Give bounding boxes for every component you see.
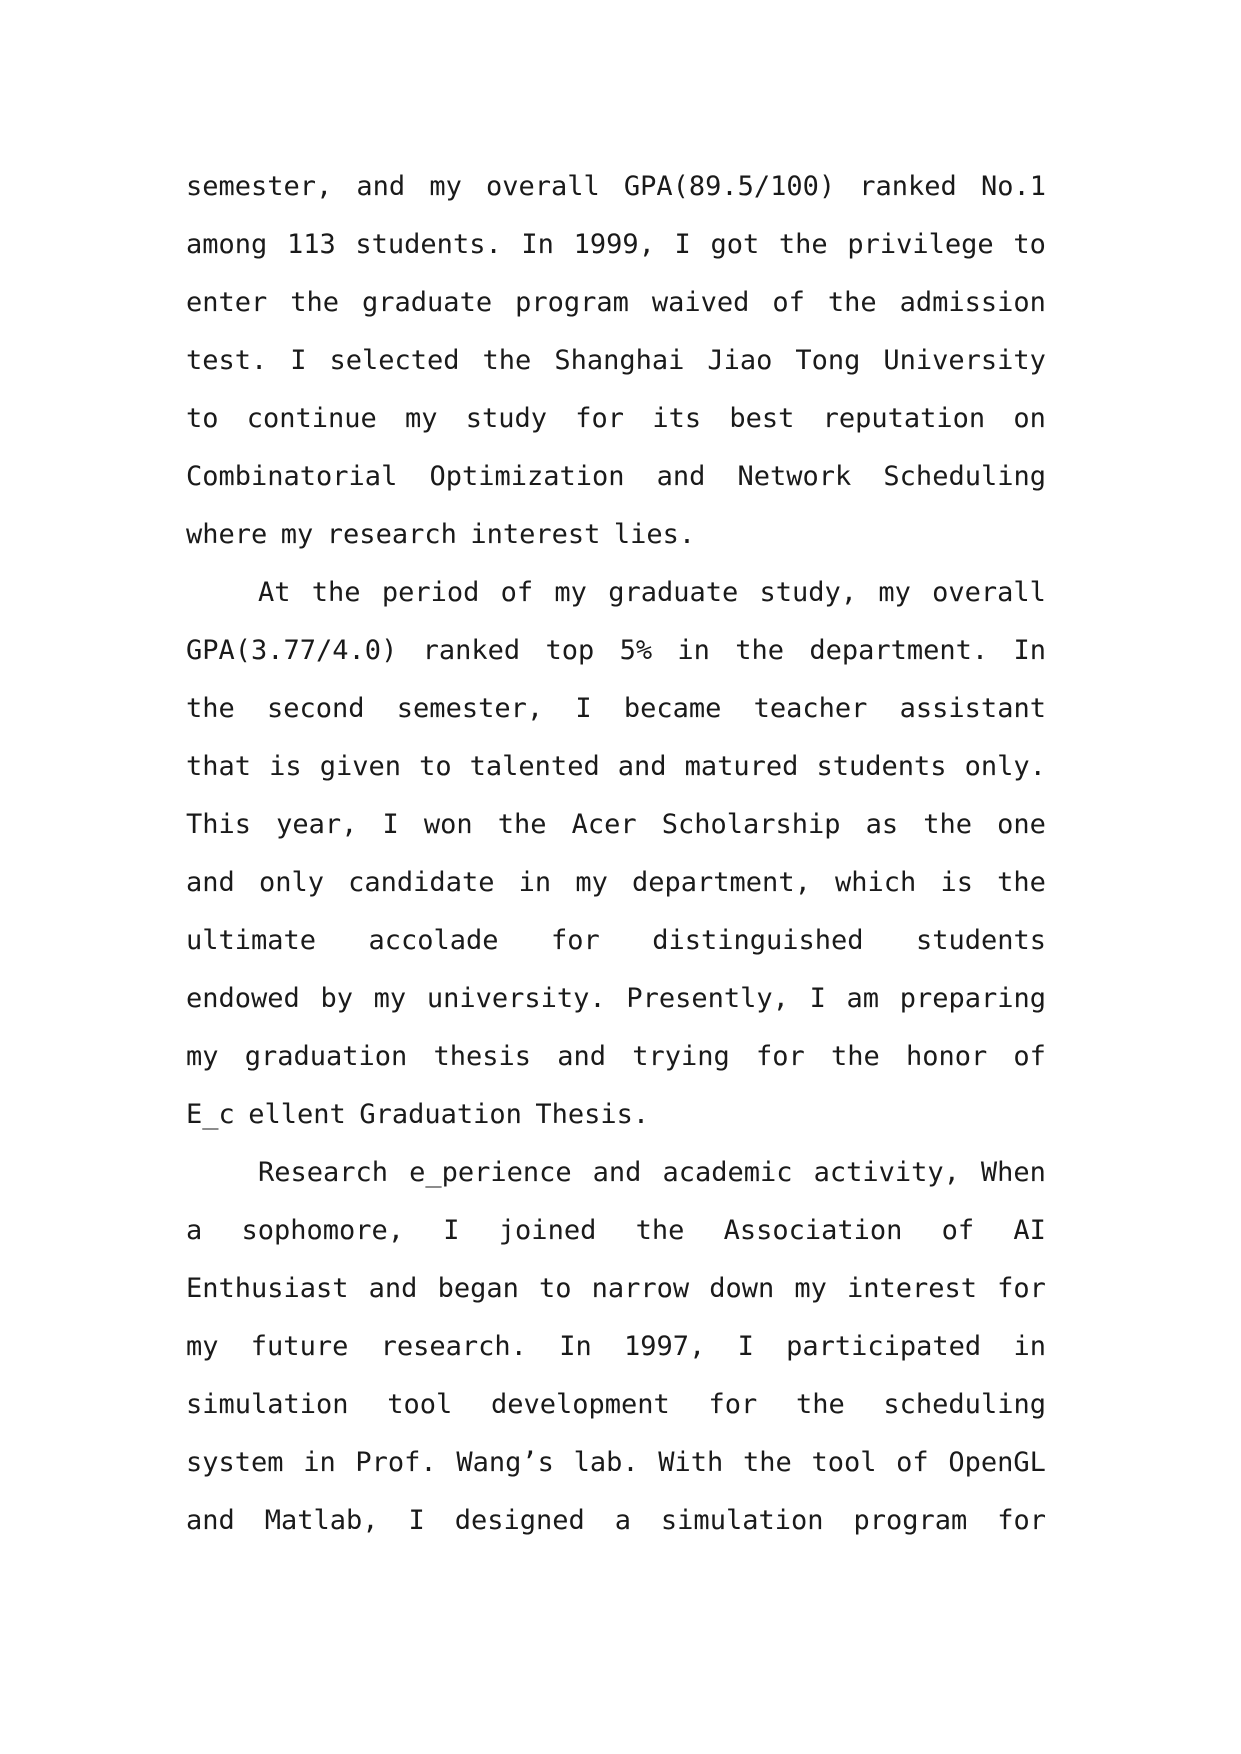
- text-word: to: [419, 751, 452, 782]
- text-word: test.: [186, 345, 268, 376]
- text-word: selected: [329, 345, 460, 376]
- text-word: Scholarship: [661, 809, 841, 840]
- text-word: scheduling: [883, 1389, 1046, 1420]
- text-word: graduation: [244, 1041, 408, 1072]
- text-word: In: [521, 229, 554, 260]
- text-word: the: [290, 287, 340, 318]
- text-word: continue: [246, 403, 377, 434]
- text-word: the: [795, 1389, 845, 1420]
- text-word: of: [941, 1215, 975, 1246]
- text-word: 113: [286, 229, 336, 260]
- text-word: top: [545, 635, 595, 666]
- text-word: accolade: [368, 925, 499, 956]
- text-word: tool: [811, 1447, 877, 1478]
- text-word: and: [368, 1273, 418, 1304]
- text-word: designed: [454, 1505, 585, 1536]
- text-word: When: [980, 1157, 1046, 1188]
- text-word: waived: [651, 287, 750, 318]
- text-word: which: [835, 867, 917, 898]
- text-word: my: [429, 171, 462, 202]
- text-word: I: [408, 1505, 425, 1536]
- text-word: my: [280, 519, 314, 550]
- text-word: Wang’s: [456, 1447, 554, 1478]
- text-word: thesis: [433, 1041, 532, 1072]
- text-word: of: [500, 577, 534, 608]
- text-word: and: [186, 1505, 235, 1536]
- text-word: interest: [847, 1273, 978, 1304]
- text-word: of: [896, 1447, 929, 1478]
- text-word: won: [423, 809, 473, 840]
- text-word: I: [674, 229, 691, 260]
- text-word: I: [290, 345, 307, 376]
- text-word: is: [940, 867, 973, 898]
- text-line: [186, 1028, 1046, 1086]
- text-word: joined: [498, 1215, 597, 1246]
- text-word: for: [755, 1041, 805, 1072]
- text-word: semester,: [186, 171, 333, 202]
- text-word: distinguished: [652, 925, 864, 956]
- text-word: program: [515, 287, 629, 318]
- text-word: talented: [469, 751, 600, 782]
- text-word: my: [405, 403, 438, 434]
- document-body: [186, 158, 1046, 1550]
- text-word: No.1: [980, 171, 1046, 202]
- text-word: honor: [905, 1041, 988, 1072]
- text-line: [186, 564, 1046, 622]
- text-word: tool: [387, 1389, 453, 1420]
- text-word: to: [538, 1273, 572, 1304]
- text-line: [186, 1434, 1046, 1492]
- text-word: development: [490, 1389, 670, 1420]
- text-word: ranked: [422, 635, 521, 666]
- text-word: I: [382, 809, 399, 840]
- text-word: GPA(89.5/100): [623, 171, 836, 202]
- text-line: [186, 1260, 1046, 1318]
- text-line: [186, 1086, 1046, 1144]
- text-line: [186, 912, 1046, 970]
- text-word: university.: [426, 983, 606, 1014]
- text-word: for: [997, 1273, 1046, 1304]
- text-word: enter: [186, 287, 268, 318]
- text-word: system: [186, 1447, 284, 1478]
- text-word: students: [915, 925, 1046, 956]
- text-word: academic: [662, 1157, 793, 1188]
- text-word: the: [778, 229, 828, 260]
- text-word: among: [186, 229, 268, 260]
- text-word: activity,: [813, 1157, 960, 1188]
- text-word: narrow: [591, 1273, 690, 1304]
- text-word: Combinatorial: [186, 461, 398, 492]
- text-word: lies.: [613, 519, 696, 550]
- text-word: ranked: [859, 171, 957, 202]
- text-word: the: [742, 1447, 792, 1478]
- text-word: In: [559, 1331, 592, 1362]
- text-word: that: [186, 751, 252, 782]
- text-word: for: [708, 1389, 758, 1420]
- text-word: Research: [258, 1157, 389, 1188]
- text-word: research: [326, 519, 457, 550]
- text-word: semester,: [396, 693, 544, 724]
- text-word: is: [269, 751, 302, 782]
- text-word: in: [1013, 1331, 1046, 1362]
- text-word: lab.: [573, 1447, 639, 1478]
- text-word: study,: [759, 577, 858, 608]
- text-word: the: [827, 287, 877, 318]
- text-word: In: [1013, 635, 1046, 666]
- text-word: my: [878, 577, 911, 608]
- text-word: overall: [932, 577, 1046, 608]
- text-word: best: [729, 403, 795, 434]
- text-line: [186, 796, 1046, 854]
- text-word: the: [997, 867, 1046, 898]
- text-word: a: [614, 1505, 631, 1536]
- text-word: preparing: [899, 983, 1046, 1014]
- text-word: reputation: [822, 403, 986, 434]
- text-word: future: [250, 1331, 349, 1362]
- text-word: my: [794, 1273, 827, 1304]
- text-word: the: [311, 577, 361, 608]
- text-word: my: [575, 867, 608, 898]
- text-line: [186, 332, 1046, 390]
- text-word: one: [997, 809, 1046, 840]
- text-word: and: [592, 1157, 642, 1188]
- text-word: where: [186, 519, 268, 550]
- text-word: OpenGL: [948, 1447, 1046, 1478]
- text-word: by: [320, 983, 353, 1014]
- text-word: the: [482, 345, 532, 376]
- text-word: in: [518, 867, 552, 898]
- text-line: [186, 1376, 1046, 1434]
- text-word: overall: [485, 171, 600, 202]
- text-word: the: [186, 693, 235, 724]
- text-word: Tong: [795, 345, 861, 376]
- text-word: Optimization: [429, 461, 625, 492]
- text-word: Acer: [571, 809, 637, 840]
- text-line: [186, 158, 1046, 216]
- text-word: graduate: [362, 287, 493, 318]
- text-word: Thesis.: [535, 1099, 650, 1130]
- text-word: students.: [355, 229, 502, 260]
- text-word: E_c: [186, 1099, 235, 1130]
- text-word: of: [1013, 1041, 1046, 1072]
- text-word: This: [186, 809, 252, 840]
- text-word: department,: [632, 867, 811, 898]
- text-word: Scheduling: [883, 461, 1046, 492]
- text-word: I: [737, 1331, 754, 1362]
- text-word: and: [617, 751, 667, 782]
- text-word: trying: [632, 1041, 730, 1072]
- text-word: as: [865, 809, 899, 840]
- text-word: and: [186, 867, 235, 898]
- text-word: on: [1013, 403, 1046, 434]
- text-word: students: [816, 751, 947, 782]
- text-word: the: [497, 809, 547, 840]
- text-word: 1997,: [624, 1331, 706, 1362]
- text-word: Prof.: [355, 1447, 437, 1478]
- text-word: ellent: [248, 1099, 346, 1130]
- text-word: given: [319, 751, 401, 782]
- text-word: of: [772, 287, 805, 318]
- text-word: to: [1013, 229, 1046, 260]
- text-word: in: [677, 635, 710, 666]
- text-word: period: [381, 577, 480, 608]
- text-word: my: [186, 1041, 219, 1072]
- text-word: 5%: [619, 635, 653, 666]
- text-line: [186, 1144, 1046, 1202]
- text-word: and: [557, 1041, 607, 1072]
- text-line: [186, 274, 1046, 332]
- text-word: a: [186, 1215, 203, 1246]
- text-word: Graduation: [359, 1099, 522, 1130]
- text-word: the: [923, 809, 973, 840]
- text-word: participated: [786, 1331, 982, 1362]
- text-word: Association: [723, 1215, 903, 1246]
- text-word: for: [575, 403, 625, 434]
- text-word: department.: [809, 635, 989, 666]
- text-word: University: [883, 345, 1046, 376]
- text-word: began: [437, 1273, 519, 1304]
- text-word: and: [656, 461, 706, 492]
- text-word: my: [554, 577, 587, 608]
- text-word: GPA(3.77/4.0): [186, 635, 398, 666]
- text-word: in: [303, 1447, 336, 1478]
- text-line: [186, 1202, 1046, 1260]
- text-word: sophomore,: [241, 1215, 405, 1246]
- text-word: At: [258, 577, 291, 608]
- text-word: and: [356, 171, 406, 202]
- text-word: AI: [1013, 1215, 1046, 1246]
- text-word: my: [186, 1331, 219, 1362]
- text-line: [186, 448, 1046, 506]
- text-word: only: [258, 867, 324, 898]
- text-word: admission: [899, 287, 1046, 318]
- text-word: down: [709, 1273, 775, 1304]
- text-line: [186, 216, 1046, 274]
- text-word: ultimate: [186, 925, 317, 956]
- text-word: Presently,: [626, 983, 789, 1014]
- text-line: [186, 390, 1046, 448]
- text-word: the: [635, 1215, 685, 1246]
- text-word: the: [735, 635, 785, 666]
- text-word: graduate: [608, 577, 739, 608]
- text-word: 1999,: [573, 229, 655, 260]
- text-word: became: [623, 693, 722, 724]
- text-word: got: [710, 229, 760, 260]
- text-word: for: [997, 1505, 1046, 1536]
- text-word: the: [830, 1041, 880, 1072]
- text-word: am: [846, 983, 880, 1014]
- text-line: [186, 622, 1046, 680]
- text-word: Shanghai: [554, 345, 685, 376]
- text-word: my: [373, 983, 407, 1014]
- text-line: [186, 738, 1046, 796]
- text-word: interest: [470, 519, 601, 550]
- text-word: Jiao: [707, 345, 773, 376]
- text-word: I: [809, 983, 826, 1014]
- text-word: second: [267, 693, 365, 724]
- text-word: research.: [380, 1331, 527, 1362]
- text-word: I: [443, 1215, 460, 1246]
- text-word: its: [652, 403, 702, 434]
- text-word: simulation: [660, 1505, 824, 1536]
- text-word: teacher: [753, 693, 868, 724]
- text-word: simulation: [186, 1389, 349, 1420]
- text-word: I: [575, 693, 592, 724]
- text-word: Enthusiast: [186, 1273, 349, 1304]
- text-word: e_perience: [409, 1157, 572, 1188]
- text-word: year,: [276, 809, 358, 840]
- text-word: Matlab,: [264, 1505, 379, 1536]
- text-word: assistant: [899, 693, 1046, 724]
- text-word: to: [186, 403, 219, 434]
- text-word: for: [550, 925, 600, 956]
- text-line: [186, 680, 1046, 738]
- text-word: program: [853, 1505, 968, 1536]
- text-line: [186, 970, 1046, 1028]
- text-line: [186, 1318, 1046, 1376]
- text-line: [186, 854, 1046, 912]
- text-word: With: [658, 1447, 724, 1478]
- text-word: only.: [964, 751, 1046, 782]
- text-word: endowed: [186, 983, 300, 1014]
- text-line: [186, 506, 1046, 564]
- text-word: matured: [684, 751, 799, 782]
- text-word: privilege: [847, 229, 994, 260]
- text-line: [186, 1492, 1046, 1550]
- text-word: candidate: [348, 867, 495, 898]
- text-word: study: [465, 403, 548, 434]
- text-word: Network: [737, 461, 852, 492]
